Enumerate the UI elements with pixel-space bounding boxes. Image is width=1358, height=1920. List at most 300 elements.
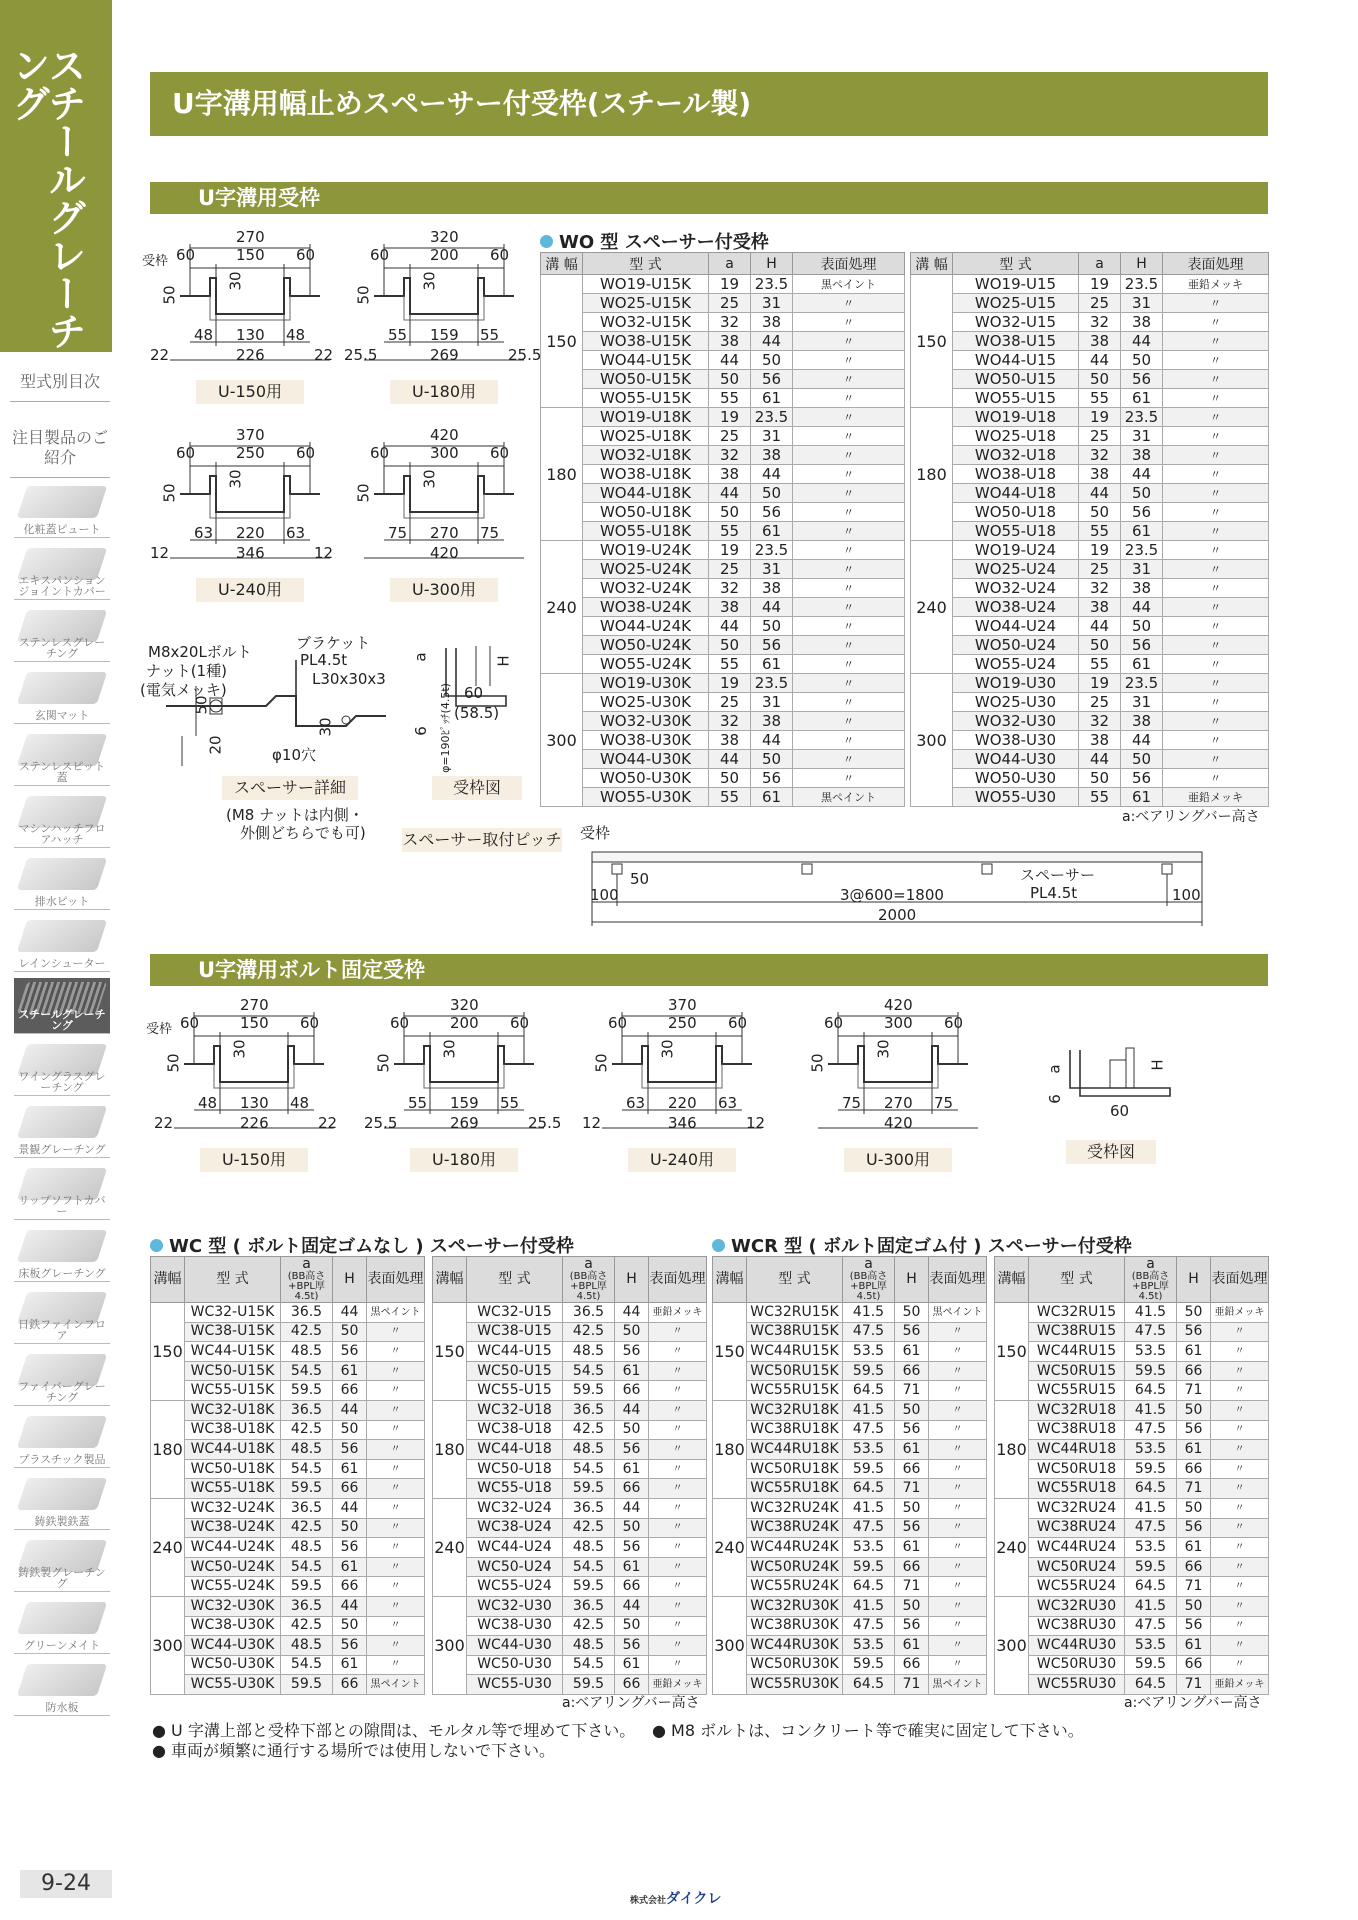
h-cell: 50	[1121, 351, 1163, 370]
finish-cell: 〃	[649, 1322, 707, 1342]
table-row	[911, 522, 1269, 541]
model-cell: WO19-U15K	[583, 275, 709, 294]
h-cell: 61	[615, 1459, 649, 1479]
a-cell: 53.5	[1125, 1538, 1177, 1558]
h-cell: 56	[615, 1636, 649, 1656]
a-cell: 53.5	[1125, 1342, 1177, 1362]
sidebar-item-label: 鋳鉄製鉄蓋	[34, 1515, 90, 1528]
sidebar-item[interactable]	[14, 1412, 110, 1468]
table-row	[541, 788, 905, 807]
model-cell: WC32-U30K	[185, 1596, 281, 1616]
table-row	[541, 446, 905, 465]
h-cell: 61	[895, 1440, 929, 1460]
channel-width-cell: 300	[151, 1596, 185, 1694]
sidebar-item-label: 排水ピット	[34, 895, 90, 908]
table-row	[541, 674, 905, 693]
wc-table-title	[150, 1232, 574, 1258]
finish-cell: 〃	[1163, 294, 1269, 313]
h-cell: 56	[1121, 503, 1163, 522]
finish-cell: 〃	[1163, 446, 1269, 465]
table-row	[541, 351, 905, 370]
model-cell: WC50-U30K	[185, 1655, 281, 1675]
model-cell: WO38-U18K	[583, 465, 709, 484]
sidebar-item[interactable]	[14, 792, 110, 848]
a-cell: 54.5	[563, 1655, 615, 1675]
model-cell: WC38-U30K	[185, 1616, 281, 1636]
dim-mid: 200	[450, 1014, 479, 1032]
finish-cell: 〃	[1211, 1440, 1269, 1460]
model-cell: WO50-U24	[953, 636, 1079, 655]
h-cell: 66	[333, 1675, 367, 1695]
finish-cell: 亜鉛メッキ	[649, 1303, 707, 1323]
u-channel-size-tag: U-300用	[844, 1148, 952, 1172]
bullet-icon	[712, 1239, 725, 1252]
spacer-note-2: 外側どちらでも可)	[240, 824, 366, 842]
h-cell: 23.5	[751, 674, 793, 693]
model-cell: WC44RU30	[1029, 1636, 1125, 1656]
finish-cell: 〃	[649, 1420, 707, 1440]
dim-bottom-1: 48	[198, 1094, 218, 1112]
table-header-finish: 表面処理	[367, 1257, 425, 1303]
model-cell: WC32-U24	[467, 1498, 563, 1518]
h-cell: 66	[333, 1381, 367, 1401]
table-header-finish: 表面処理	[929, 1257, 987, 1303]
finish-cell: 〃	[793, 408, 905, 427]
table-row	[151, 1440, 425, 1460]
finish-cell: 黒ペイント	[929, 1303, 987, 1323]
model-cell: WC38RU15	[1029, 1322, 1125, 1342]
frame-detail2-diagram	[1040, 1040, 1190, 1130]
model-cell: WC32RU24	[1029, 1498, 1125, 1518]
a-cell: 41.5	[843, 1400, 895, 1420]
table-row	[995, 1342, 1269, 1362]
table-row	[713, 1655, 987, 1675]
table-row	[541, 541, 905, 560]
h-cell: 56	[1121, 769, 1163, 788]
a-cell: 59.5	[281, 1577, 333, 1597]
dim-height-30: 30	[658, 1039, 677, 1059]
model-cell: WO38-U15K	[583, 332, 709, 351]
pitch-diagram	[580, 822, 1210, 942]
frame-dim-58: (58.5)	[454, 704, 500, 722]
table-header-a	[563, 1257, 615, 1303]
table-row	[911, 332, 1269, 351]
finish-cell: 〃	[1163, 465, 1269, 484]
finish-cell: 〃	[929, 1557, 987, 1577]
table-row	[433, 1440, 707, 1460]
pitch-frame-label: 受枠	[580, 824, 611, 842]
h-cell: 66	[615, 1577, 649, 1597]
finish-cell: 〃	[1163, 484, 1269, 503]
table-row	[911, 275, 1269, 294]
pitch-end-right: 100	[1172, 886, 1201, 904]
a-cell: 19	[1079, 541, 1121, 560]
a-cell: 36.5	[563, 1498, 615, 1518]
a-cell: 25	[709, 560, 751, 579]
h-cell: 61	[895, 1636, 929, 1656]
a-cell: 59.5	[563, 1479, 615, 1499]
table-header-h: H	[895, 1257, 929, 1303]
a-cell: 44	[1079, 617, 1121, 636]
a-cell: 50	[1079, 370, 1121, 389]
h-cell: 50	[895, 1400, 929, 1420]
sidebar-item[interactable]	[14, 482, 110, 538]
model-cell: WC44-U24K	[185, 1538, 281, 1558]
finish-cell: 〃	[793, 712, 905, 731]
a-cell: 25	[709, 427, 751, 446]
u-channel-size-tag: U-180用	[390, 380, 498, 404]
h-cell: 71	[895, 1675, 929, 1695]
h-cell: 44	[333, 1400, 367, 1420]
h-cell: 61	[333, 1459, 367, 1479]
h-cell: 38	[1121, 579, 1163, 598]
model-cell: WO32-U18	[953, 446, 1079, 465]
table-row	[541, 332, 905, 351]
table-header: 溝 幅	[541, 253, 583, 275]
a-cell: 64.5	[1125, 1577, 1177, 1597]
h-cell: 66	[615, 1675, 649, 1695]
table-row	[433, 1557, 707, 1577]
channel-width-cell: 300	[911, 674, 953, 807]
table-row	[541, 389, 905, 408]
sidebar-item-label: ワイングラスグレーチング	[18, 1070, 106, 1094]
table-row	[911, 427, 1269, 446]
finish-cell: 〃	[1163, 617, 1269, 636]
table-row	[541, 465, 905, 484]
table-row	[713, 1498, 987, 1518]
a-cell: 53.5	[1125, 1636, 1177, 1656]
dim-bottom-2: 270	[884, 1094, 913, 1112]
sidebar-item[interactable]	[14, 978, 110, 1034]
model-cell: WC55-U30K	[185, 1675, 281, 1695]
a-cell: 59.5	[563, 1675, 615, 1695]
a-cell: 38	[709, 332, 751, 351]
model-cell: WO38-U30	[953, 731, 1079, 750]
dim-bottom-3: 63	[286, 524, 306, 542]
finish-cell: 〃	[1211, 1322, 1269, 1342]
h-cell: 56	[333, 1538, 367, 1558]
h-cell: 50	[615, 1420, 649, 1440]
h-cell: 61	[1121, 655, 1163, 674]
pitch-dim-50: 50	[630, 870, 650, 888]
dim-bottom-3: 55	[500, 1094, 520, 1112]
dim-bottom-total: 226	[236, 346, 265, 364]
finish-cell: 〃	[649, 1577, 707, 1597]
a-cell: 54.5	[281, 1361, 333, 1381]
model-cell: WC55RU18	[1029, 1479, 1125, 1499]
model-cell: WC55RU24	[1029, 1577, 1125, 1597]
model-cell: WC50RU18K	[747, 1459, 843, 1479]
sidebar-item-label: グリーンメイト	[23, 1639, 101, 1652]
finish-cell: 〃	[793, 484, 905, 503]
dim-right: 60	[296, 444, 316, 462]
u-channel-diagram	[146, 996, 354, 1172]
dim-mid: 300	[430, 444, 459, 462]
a-cell: 59.5	[843, 1557, 895, 1577]
sidebar-item[interactable]	[14, 1660, 110, 1716]
h-cell: 66	[895, 1459, 929, 1479]
model-cell: WO44-U30K	[583, 750, 709, 769]
table-row	[151, 1420, 425, 1440]
model-cell: WO25-U30	[953, 693, 1079, 712]
h-cell: 23.5	[1121, 275, 1163, 294]
model-cell: WC44-U24	[467, 1538, 563, 1558]
dim-mid: 300	[884, 1014, 913, 1032]
table-header-h: H	[1177, 1257, 1211, 1303]
a-cell: 64.5	[843, 1577, 895, 1597]
table-header-a	[281, 1257, 333, 1303]
model-cell: WO32-U18K	[583, 446, 709, 465]
model-cell: WO44-U15K	[583, 351, 709, 370]
a-cell: 50	[709, 769, 751, 788]
finish-cell: 〃	[793, 674, 905, 693]
model-cell: WC55RU15K	[747, 1381, 843, 1401]
section-title-bolt-frame: U字溝用ボルト固定受枠	[150, 954, 1268, 986]
h-cell: 31	[1121, 427, 1163, 446]
spacer-hole-label: φ10穴	[272, 746, 316, 764]
model-cell: WO44-U15	[953, 351, 1079, 370]
model-cell: WC44-U30K	[185, 1636, 281, 1656]
table-row	[151, 1655, 425, 1675]
model-cell: WC50-U24K	[185, 1557, 281, 1577]
sidebar	[0, 0, 112, 1920]
a-cell: 59.5	[281, 1381, 333, 1401]
table-header: 表面処理	[1163, 253, 1269, 275]
dim-total: 320	[430, 228, 459, 246]
dim-left: 60	[180, 1014, 200, 1032]
h-cell: 50	[1121, 617, 1163, 636]
h-cell: 31	[1121, 560, 1163, 579]
sidebar-item[interactable]	[14, 730, 110, 786]
h-cell: 44	[1121, 465, 1163, 484]
footnote-2: ● M8 ボルトは、コンクリート等で確実に固定して下さい。	[652, 1721, 1084, 1740]
table-header: a	[1079, 253, 1121, 275]
model-cell: WC50-U24	[467, 1557, 563, 1577]
model-cell: WO44-U18	[953, 484, 1079, 503]
dim-height-30: 30	[440, 1039, 459, 1059]
header-a-subtext: (BB高さ+BPL厚4.5t)	[1131, 1271, 1170, 1302]
model-cell: WC38-U30	[467, 1616, 563, 1636]
frame-pitch-label: φ=190ﾋﾟｯﾁ(4.5t)	[438, 683, 452, 773]
a-cell: 47.5	[1125, 1616, 1177, 1636]
table-row	[433, 1303, 707, 1323]
u-channel-diagram	[344, 426, 544, 602]
table-row	[151, 1322, 425, 1342]
a-cell: 55	[1079, 788, 1121, 807]
wc-table-title-text: WC 型 ( ボルト固定ゴムなし ) スペーサー付受枠	[169, 1236, 574, 1257]
a-cell: 38	[1079, 332, 1121, 351]
sidebar-item[interactable]	[14, 1474, 110, 1530]
table-header: 型 式	[953, 253, 1079, 275]
dim-side-left: 12	[150, 544, 170, 562]
dim-right: 60	[728, 1014, 748, 1032]
a-cell: 38	[1079, 598, 1121, 617]
sidebar-item[interactable]	[14, 1350, 110, 1406]
sidebar-item[interactable]	[14, 916, 110, 972]
model-cell: WO55-U30	[953, 788, 1079, 807]
spacer-plating-label: (電気メッキ)	[140, 681, 227, 699]
finish-cell: 〃	[649, 1538, 707, 1558]
model-cell: WO50-U18	[953, 503, 1079, 522]
h-cell: 50	[751, 750, 793, 769]
model-cell: WO55-U18	[953, 522, 1079, 541]
table-row	[713, 1616, 987, 1636]
a-cell: 19	[709, 674, 751, 693]
a-cell: 44	[1079, 750, 1121, 769]
sidebar-item[interactable]	[14, 1536, 110, 1592]
u-channel-diagram	[344, 228, 544, 404]
finish-cell: 〃	[793, 636, 905, 655]
finish-cell: 〃	[649, 1596, 707, 1616]
dim-height-50: 50	[354, 285, 373, 305]
table-row	[433, 1616, 707, 1636]
h-cell: 31	[751, 294, 793, 313]
h-cell: 56	[1121, 636, 1163, 655]
table-row	[151, 1479, 425, 1499]
sidebar-item[interactable]	[14, 544, 110, 600]
frame2-dim-a: a	[1045, 1064, 1064, 1074]
a-cell: 19	[1079, 674, 1121, 693]
sidebar-item[interactable]	[14, 1598, 110, 1654]
a-cell: 41.5	[1125, 1596, 1177, 1616]
dim-bottom-total: 226	[240, 1114, 269, 1132]
sidebar-link-featured[interactable]: 注目製品のご紹介	[10, 428, 110, 478]
table-row	[433, 1400, 707, 1420]
finish-cell: 〃	[929, 1498, 987, 1518]
a-cell: 36.5	[281, 1400, 333, 1420]
a-cell: 53.5	[1125, 1440, 1177, 1460]
channel-width-cell: 150	[995, 1303, 1029, 1401]
a-cell: 64.5	[843, 1675, 895, 1695]
h-cell: 66	[333, 1479, 367, 1499]
finish-cell: 〃	[367, 1655, 425, 1675]
frame-dim-6: 6	[411, 726, 430, 736]
h-cell: 23.5	[1121, 674, 1163, 693]
a-cell: 55	[709, 389, 751, 408]
finish-cell: 〃	[1211, 1420, 1269, 1440]
table-row	[541, 693, 905, 712]
finish-cell: 〃	[1211, 1498, 1269, 1518]
h-cell: 56	[615, 1342, 649, 1362]
h-cell: 56	[895, 1616, 929, 1636]
a-cell: 48.5	[563, 1440, 615, 1460]
model-cell: WC50RU18	[1029, 1459, 1125, 1479]
channel-width-cell: 180	[713, 1400, 747, 1498]
dim-left: 60	[176, 444, 196, 462]
finish-cell: 〃	[1163, 750, 1269, 769]
dim-bottom-1: 63	[626, 1094, 646, 1112]
sidebar-item[interactable]	[14, 668, 110, 724]
finish-cell: 〃	[929, 1459, 987, 1479]
a-cell: 36.5	[281, 1303, 333, 1323]
channel-width-cell: 180	[995, 1400, 1029, 1498]
finish-cell: 〃	[793, 294, 905, 313]
model-cell: WC38RU18K	[747, 1420, 843, 1440]
table-row	[911, 579, 1269, 598]
a-cell: 38	[1079, 465, 1121, 484]
finish-cell: 〃	[1163, 655, 1269, 674]
channel-width-cell: 150	[541, 275, 583, 408]
h-cell: 61	[895, 1538, 929, 1558]
h-cell: 56	[333, 1342, 367, 1362]
sidebar-item[interactable]	[14, 1288, 110, 1344]
finish-cell: 〃	[649, 1518, 707, 1538]
a-cell: 42.5	[563, 1616, 615, 1636]
wo-table-title-text: WO 型 スペーサー付受枠	[559, 232, 769, 253]
sidebar-item[interactable]	[14, 854, 110, 910]
h-cell: 44	[615, 1400, 649, 1420]
model-cell: WO25-U15	[953, 294, 1079, 313]
a-cell: 42.5	[563, 1518, 615, 1538]
sidebar-item[interactable]	[14, 1226, 110, 1282]
dim-bottom-total: 346	[668, 1114, 697, 1132]
dim-right: 60	[300, 1014, 320, 1032]
model-cell: WC44RU15K	[747, 1342, 843, 1362]
table-header-h: H	[333, 1257, 367, 1303]
a-cell: 36.5	[563, 1400, 615, 1420]
spacer-dim-20: 20	[206, 735, 225, 755]
a-cell: 38	[709, 731, 751, 750]
model-cell: WC38RU24	[1029, 1518, 1125, 1538]
sidebar-item[interactable]	[14, 606, 110, 662]
h-cell: 61	[1177, 1538, 1211, 1558]
a-cell: 48.5	[281, 1636, 333, 1656]
footnote-1: ● U 字溝上部と受枠下部との隙間は、モルタル等で埋めて下さい。	[152, 1721, 636, 1740]
h-cell: 56	[895, 1420, 929, 1440]
finish-cell: 〃	[649, 1557, 707, 1577]
model-cell: WC32-U24K	[185, 1498, 281, 1518]
sidebar-item-label: ステンレスグレーチング	[18, 636, 106, 660]
table-row	[541, 750, 905, 769]
u-channel-diagram	[150, 426, 350, 602]
model-cell: WO25-U30K	[583, 693, 709, 712]
table-row	[541, 313, 905, 332]
frame-dim-a: a	[411, 652, 430, 662]
model-cell: WC50-U15K	[185, 1361, 281, 1381]
a-cell: 41.5	[1125, 1498, 1177, 1518]
model-cell: WO25-U24K	[583, 560, 709, 579]
a-cell: 36.5	[281, 1498, 333, 1518]
channel-width-cell: 300	[713, 1596, 747, 1694]
sidebar-item[interactable]	[14, 1102, 110, 1158]
table-row	[151, 1596, 425, 1616]
table-row	[911, 484, 1269, 503]
h-cell: 44	[1121, 731, 1163, 750]
dim-bottom-3: 48	[290, 1094, 310, 1112]
finish-cell: 〃	[367, 1420, 425, 1440]
sidebar-link-model-index[interactable]: 型式別目次	[10, 372, 110, 402]
model-cell: WC44-U18	[467, 1440, 563, 1460]
model-cell: WC50-U18	[467, 1459, 563, 1479]
a-cell: 19	[709, 275, 751, 294]
sidebar-item[interactable]	[14, 1164, 110, 1220]
channel-width-cell: 180	[541, 408, 583, 541]
model-cell: WC32RU15K	[747, 1303, 843, 1323]
table-row	[995, 1636, 1269, 1656]
section-title-u-frame: U字溝用受枠	[150, 182, 1268, 214]
wcr-table-title	[712, 1232, 1132, 1258]
sidebar-item-label: エキスパンションジョイントカバー	[18, 574, 106, 598]
dim-right: 60	[510, 1014, 530, 1032]
dim-right: 60	[490, 246, 510, 264]
model-cell: WC44-U18K	[185, 1440, 281, 1460]
a-cell: 59.5	[843, 1655, 895, 1675]
model-cell: WC44RU30K	[747, 1636, 843, 1656]
a-cell: 59.5	[1125, 1655, 1177, 1675]
a-cell: 55	[1079, 522, 1121, 541]
table-row	[995, 1440, 1269, 1460]
sidebar-item[interactable]	[14, 1040, 110, 1096]
